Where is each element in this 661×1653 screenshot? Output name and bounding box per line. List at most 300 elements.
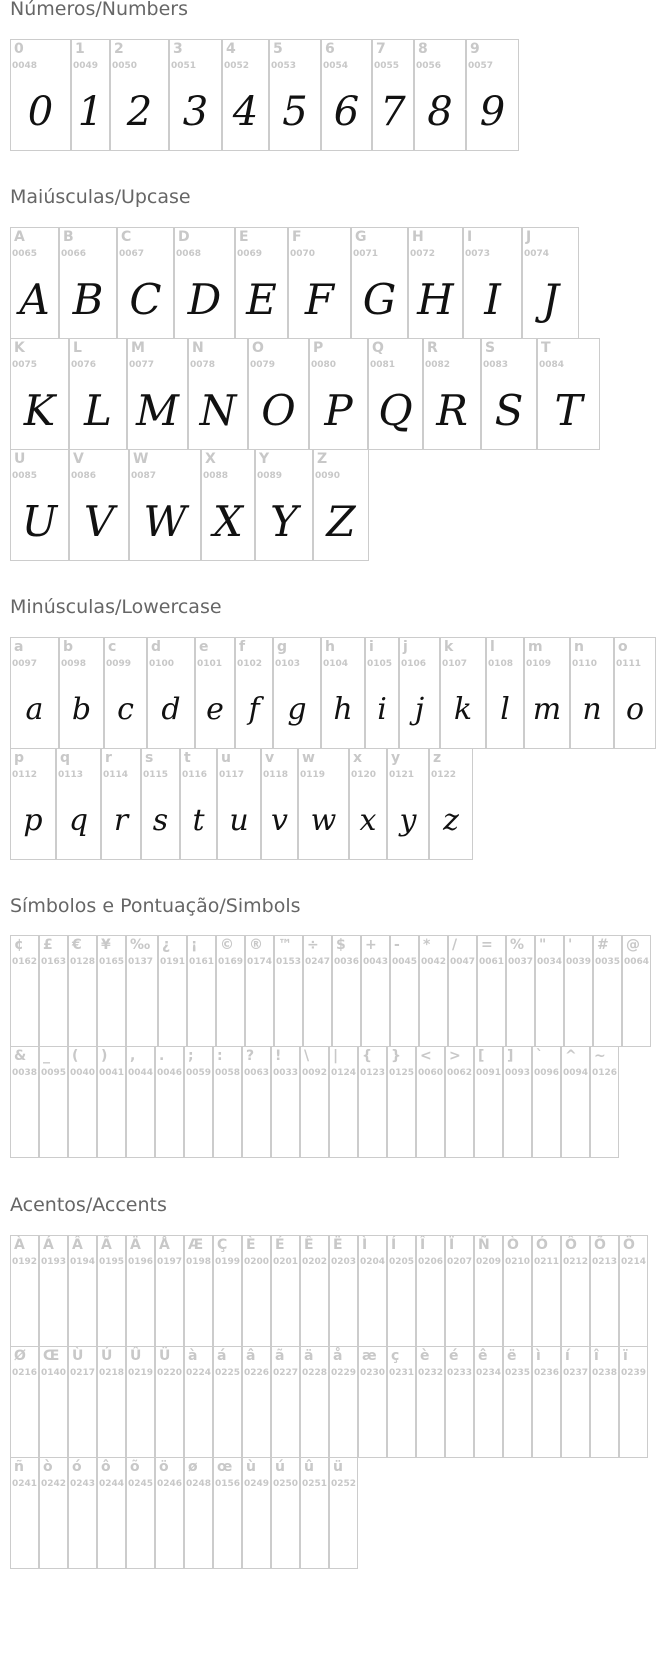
glyph-preview: j (414, 692, 425, 727)
glyph-cell (68, 1346, 97, 1458)
character-code: 0048 (12, 61, 38, 71)
glyph-preview: E (246, 275, 277, 324)
glyph-cell (10, 39, 71, 151)
glyph-cell (416, 1346, 445, 1458)
character-code: 0059 (186, 1068, 212, 1078)
character-label: e (199, 639, 209, 655)
character-code: 0109 (526, 659, 552, 669)
character-label: p (14, 750, 25, 766)
glyph-cell (97, 935, 126, 1047)
character-code: 0076 (71, 360, 97, 370)
character-label: ¿ (162, 937, 171, 953)
character-label: D (178, 229, 190, 245)
glyph-preview: O (261, 386, 296, 435)
glyph-cell (329, 1235, 358, 1347)
character-label: c (108, 639, 117, 655)
glyph-preview: y (399, 803, 417, 838)
character-code: 0118 (263, 770, 289, 780)
glyph-preview: Q (378, 386, 413, 435)
character-label: M (131, 340, 145, 356)
character-code: 0047 (450, 957, 476, 967)
character-label: © (220, 937, 234, 953)
character-code: 0249 (244, 1479, 270, 1489)
character-label: Ü (159, 1348, 171, 1364)
glyph-cell (59, 637, 104, 749)
glyph-cell (68, 1046, 97, 1158)
character-code: 0216 (12, 1368, 38, 1378)
character-code: 0056 (416, 61, 442, 71)
character-code: 0057 (468, 61, 494, 71)
character-code: 0234 (476, 1368, 502, 1378)
character-label: N (192, 340, 204, 356)
glyph-cell (188, 338, 248, 450)
character-label: : (217, 1048, 223, 1064)
character-code: 0053 (271, 61, 297, 71)
character-label: { (362, 1048, 372, 1064)
character-label: # (597, 937, 609, 953)
character-code: 0049 (73, 61, 99, 71)
character-label: È (246, 1237, 256, 1253)
character-code: 0083 (483, 360, 509, 370)
glyph-cell (440, 637, 486, 749)
character-code: 0054 (323, 61, 349, 71)
glyph-cell (361, 935, 390, 1047)
character-code: 0110 (572, 659, 598, 669)
glyph-preview: T (554, 386, 583, 435)
glyph-cell (532, 1235, 561, 1347)
glyph-cell (248, 338, 309, 450)
glyph-cell (387, 1046, 416, 1158)
character-code: 0121 (389, 770, 415, 780)
character-label: ¥ (101, 937, 111, 953)
character-code: 0062 (447, 1068, 473, 1078)
character-code: 0169 (218, 957, 244, 967)
glyph-cell (416, 1046, 445, 1158)
character-label: R (427, 340, 438, 356)
glyph-cell (309, 338, 368, 450)
glyph-cell (10, 1346, 39, 1458)
character-label: K (14, 340, 25, 356)
character-label: a (14, 639, 24, 655)
character-label: ê (478, 1348, 488, 1364)
character-code: 0088 (203, 471, 229, 481)
character-label: , (130, 1048, 136, 1064)
character-code: 0193 (41, 1257, 67, 1267)
character-code: 0050 (112, 61, 138, 71)
character-label: Û (130, 1348, 142, 1364)
character-label: ö (159, 1459, 169, 1475)
character-label: L (73, 340, 82, 356)
character-code: 0227 (273, 1368, 299, 1378)
character-code: 0117 (219, 770, 245, 780)
character-code: 0122 (431, 770, 457, 780)
character-label: Ö (623, 1237, 635, 1253)
glyph-cell (416, 1235, 445, 1347)
character-code: 0211 (534, 1257, 560, 1267)
character-code: 0242 (41, 1479, 67, 1489)
glyph-preview: Y (270, 497, 298, 546)
character-code: 0055 (374, 61, 400, 71)
glyph-cell (329, 1346, 358, 1458)
character-code: 0080 (311, 360, 337, 370)
character-label: @ (626, 937, 640, 953)
character-code: 0078 (190, 360, 216, 370)
glyph-cell (300, 1346, 329, 1458)
character-code: 0124 (331, 1068, 357, 1078)
glyph-preview: e (206, 692, 224, 727)
glyph-preview: 3 (182, 89, 209, 135)
character-code: 0092 (302, 1068, 328, 1078)
character-code: 0245 (128, 1479, 154, 1489)
character-code: 0199 (215, 1257, 241, 1267)
glyph-cell (235, 227, 288, 339)
glyph-cell (332, 935, 361, 1047)
glyph-preview: t (192, 803, 205, 838)
character-code: 0233 (447, 1368, 473, 1378)
glyph-cell (445, 1235, 474, 1347)
character-code: 0204 (360, 1257, 386, 1267)
character-label: ò (43, 1459, 53, 1475)
glyph-cell (503, 1346, 532, 1458)
character-label: ÷ (307, 937, 319, 953)
character-code: 0096 (534, 1068, 560, 1078)
glyph-preview: f (248, 692, 260, 727)
character-label: À (14, 1237, 25, 1253)
glyph-cell (329, 1046, 358, 1158)
character-code: 0105 (367, 659, 393, 669)
character-label: w (302, 750, 315, 766)
glyph-cell (300, 1046, 329, 1158)
glyph-cell (590, 1235, 619, 1347)
character-label: & (14, 1048, 27, 1064)
character-code: 0231 (389, 1368, 415, 1378)
glyph-cell (300, 1457, 329, 1569)
character-code: 0224 (186, 1368, 212, 1378)
character-label: ¡ (191, 937, 198, 953)
character-label: á (217, 1348, 227, 1364)
character-label: ø (188, 1459, 198, 1475)
character-code: 0207 (447, 1257, 473, 1267)
glyph-cell (466, 39, 519, 151)
character-label: G (355, 229, 367, 245)
character-code: 0102 (237, 659, 263, 669)
glyph-cell (329, 1457, 358, 1569)
character-label: U (14, 451, 26, 467)
glyph-cell (216, 935, 245, 1047)
glyph-cell (365, 637, 399, 749)
glyph-cell (387, 1235, 416, 1347)
glyph-preview: p (23, 803, 43, 838)
glyph-cell (590, 1046, 619, 1158)
character-label: F (292, 229, 302, 245)
glyph-cell (169, 39, 222, 151)
character-label: m (528, 639, 543, 655)
character-code: 0091 (476, 1068, 502, 1078)
glyph-cell (273, 637, 321, 749)
glyph-preview: q (68, 803, 89, 838)
character-label: ™ (278, 937, 292, 953)
character-code: 0113 (58, 770, 84, 780)
glyph-cell (110, 39, 169, 151)
character-label: Ï (449, 1237, 455, 1253)
glyph-preview: a (25, 692, 44, 727)
glyph-preview: G (362, 275, 397, 324)
character-label: ü (333, 1459, 343, 1475)
section-title-upcase: Maiúsculas/Upcase (10, 186, 191, 208)
character-code: 0232 (418, 1368, 444, 1378)
character-code: 0203 (331, 1257, 357, 1267)
character-label: I (467, 229, 473, 245)
character-label: | (333, 1048, 339, 1064)
glyph-cell (242, 1457, 271, 1569)
glyph-cell (274, 935, 303, 1047)
glyph-cell (474, 1235, 503, 1347)
character-code: 0071 (353, 249, 379, 259)
glyph-cell (101, 748, 141, 860)
character-label: E (239, 229, 249, 245)
character-label: Ó (536, 1237, 548, 1253)
character-code: 0239 (621, 1368, 647, 1378)
glyph-preview: 9 (479, 89, 506, 135)
character-code: 0140 (41, 1368, 67, 1378)
character-label: / (452, 937, 458, 953)
character-code: 0064 (624, 957, 650, 967)
glyph-cell (10, 1457, 39, 1569)
character-code: 0093 (505, 1068, 531, 1078)
character-label: œ (217, 1459, 233, 1475)
character-label: â (246, 1348, 256, 1364)
glyph-cell (349, 748, 387, 860)
character-label: è (420, 1348, 430, 1364)
character-code: 0156 (215, 1479, 241, 1489)
glyph-cell (486, 637, 524, 749)
glyph-cell (358, 1235, 387, 1347)
character-code: 0108 (488, 659, 514, 669)
glyph-cell (184, 1346, 213, 1458)
character-code: 0112 (12, 770, 38, 780)
character-label: ñ (14, 1459, 24, 1475)
character-code: 0115 (143, 770, 169, 780)
section-title-symbols: Símbolos e Pontuação/Simbols (10, 895, 301, 917)
character-code: 0198 (186, 1257, 212, 1267)
glyph-cell (222, 39, 269, 151)
character-label: > (449, 1048, 461, 1064)
character-label: ) (101, 1048, 108, 1064)
glyph-cell (522, 227, 579, 339)
character-label: 1 (75, 41, 85, 57)
character-code: 0235 (505, 1368, 531, 1378)
glyph-cell (474, 1346, 503, 1458)
character-code: 0107 (442, 659, 468, 669)
character-label: é (449, 1348, 459, 1364)
glyph-cell (614, 637, 656, 749)
glyph-cell (414, 39, 466, 151)
character-label: Ã (101, 1237, 112, 1253)
character-code: 0081 (370, 360, 396, 370)
glyph-preview: V (83, 497, 115, 546)
glyph-preview: D (187, 275, 222, 324)
character-label: û (304, 1459, 314, 1475)
character-label: u (221, 750, 231, 766)
character-code: 0099 (106, 659, 132, 669)
character-code: 0039 (566, 957, 592, 967)
character-code: 0218 (99, 1368, 125, 1378)
glyph-preview: g (287, 692, 307, 727)
character-code: 0246 (157, 1479, 183, 1489)
character-label: . (159, 1048, 165, 1064)
glyph-preview: z (443, 803, 459, 838)
glyph-cell (184, 1046, 213, 1158)
character-label: W (133, 451, 149, 467)
character-code: 0052 (224, 61, 250, 71)
character-label: ä (304, 1348, 314, 1364)
character-label: Ò (507, 1237, 519, 1253)
character-label: 4 (226, 41, 236, 57)
character-code: 0040 (70, 1068, 96, 1078)
character-code: 0075 (12, 360, 38, 370)
glyph-cell (71, 39, 110, 151)
character-label: ì (536, 1348, 541, 1364)
glyph-preview: B (72, 275, 104, 324)
character-code: 0252 (331, 1479, 357, 1489)
glyph-cell (158, 935, 187, 1047)
character-code: 0119 (300, 770, 326, 780)
character-code: 0072 (410, 249, 436, 259)
character-code: 0045 (392, 957, 418, 967)
character-code: 0200 (244, 1257, 270, 1267)
glyph-cell (564, 935, 593, 1047)
character-label: 5 (273, 41, 283, 57)
glyph-cell (126, 1346, 155, 1458)
glyph-cell (429, 748, 473, 860)
glyph-cell (321, 39, 372, 151)
glyph-cell (235, 637, 273, 749)
glyph-preview: x (359, 803, 377, 838)
character-label: 6 (325, 41, 335, 57)
glyph-preview: H (417, 275, 454, 324)
glyph-cell (213, 1235, 242, 1347)
section-title-lowercase: Minúsculas/Lowercase (10, 596, 222, 618)
glyph-preview: I (484, 275, 501, 324)
character-label: 9 (470, 41, 480, 57)
character-label: Ú (101, 1348, 113, 1364)
glyph-cell (477, 935, 506, 1047)
glyph-preview: w (310, 803, 337, 838)
glyph-cell (368, 338, 423, 450)
character-label: Å (159, 1237, 170, 1253)
glyph-cell (126, 935, 158, 1047)
glyph-cell (503, 1235, 532, 1347)
character-label: b (63, 639, 74, 655)
character-label: ó (72, 1459, 82, 1475)
glyph-cell (271, 1046, 300, 1158)
character-label: \ (304, 1048, 310, 1064)
character-code: 0098 (61, 659, 87, 669)
glyph-cell (201, 449, 255, 561)
character-code: 0037 (508, 957, 534, 967)
character-code: 0116 (182, 770, 208, 780)
character-label: y (391, 750, 401, 766)
character-label: ( (72, 1048, 79, 1064)
character-code: 0066 (61, 249, 87, 259)
glyph-cell (423, 338, 481, 450)
glyph-cell (10, 748, 56, 860)
character-label: € (72, 937, 82, 953)
character-label: Ô (565, 1237, 577, 1253)
glyph-preview: o (625, 692, 645, 727)
character-code: 0210 (505, 1257, 531, 1267)
character-code: 0042 (421, 957, 447, 967)
character-label: Ë (333, 1237, 343, 1253)
glyph-cell (155, 1346, 184, 1458)
glyph-cell (39, 1346, 68, 1458)
glyph-preview: s (152, 803, 169, 838)
character-label: Ä (130, 1237, 141, 1253)
glyph-cell (59, 227, 117, 339)
glyph-cell (445, 1046, 474, 1158)
character-code: 0067 (119, 249, 145, 259)
character-label: ~ (594, 1048, 606, 1064)
glyph-cell (300, 1235, 329, 1347)
glyph-cell (126, 1046, 155, 1158)
glyph-preview: c (117, 692, 134, 727)
character-code: 0111 (616, 659, 642, 669)
character-code: 0101 (197, 659, 223, 669)
character-label: O (252, 340, 264, 356)
character-label: t (184, 750, 191, 766)
character-label: 8 (418, 41, 428, 57)
glyph-cell (97, 1235, 126, 1347)
character-code: 0041 (99, 1068, 125, 1078)
glyph-cell (351, 227, 408, 339)
character-code: 0086 (71, 471, 97, 481)
glyph-preview: k (453, 692, 473, 727)
character-code: 0038 (12, 1068, 38, 1078)
glyph-cell (271, 1235, 300, 1347)
character-code: 0174 (247, 957, 273, 967)
glyph-cell (10, 449, 69, 561)
glyph-cell (288, 227, 351, 339)
character-code: 0225 (215, 1368, 241, 1378)
glyph-cell (126, 1235, 155, 1347)
glyph-cell (358, 1346, 387, 1458)
character-label: 2 (114, 41, 124, 57)
character-code: 0051 (171, 61, 197, 71)
character-code: 0084 (539, 360, 565, 370)
character-code: 0229 (331, 1368, 357, 1378)
glyph-cell (506, 935, 535, 1047)
glyph-cell (217, 748, 261, 860)
glyph-cell (321, 637, 365, 749)
glyph-cell (448, 935, 477, 1047)
character-label: Ñ (478, 1237, 490, 1253)
character-label: i (369, 639, 374, 655)
character-code: 0034 (537, 957, 563, 967)
glyph-preview: 0 (27, 89, 54, 135)
character-code: 0250 (273, 1479, 299, 1489)
glyph-cell (39, 935, 68, 1047)
character-label: ù (246, 1459, 256, 1475)
character-label: g (277, 639, 288, 655)
glyph-cell (242, 1046, 271, 1158)
glyph-cell (104, 637, 147, 749)
glyph-cell (408, 227, 463, 339)
character-label: H (412, 229, 424, 245)
character-label: v (265, 750, 275, 766)
character-label: ! (275, 1048, 282, 1064)
glyph-cell (261, 748, 298, 860)
character-label: Î (420, 1237, 426, 1253)
